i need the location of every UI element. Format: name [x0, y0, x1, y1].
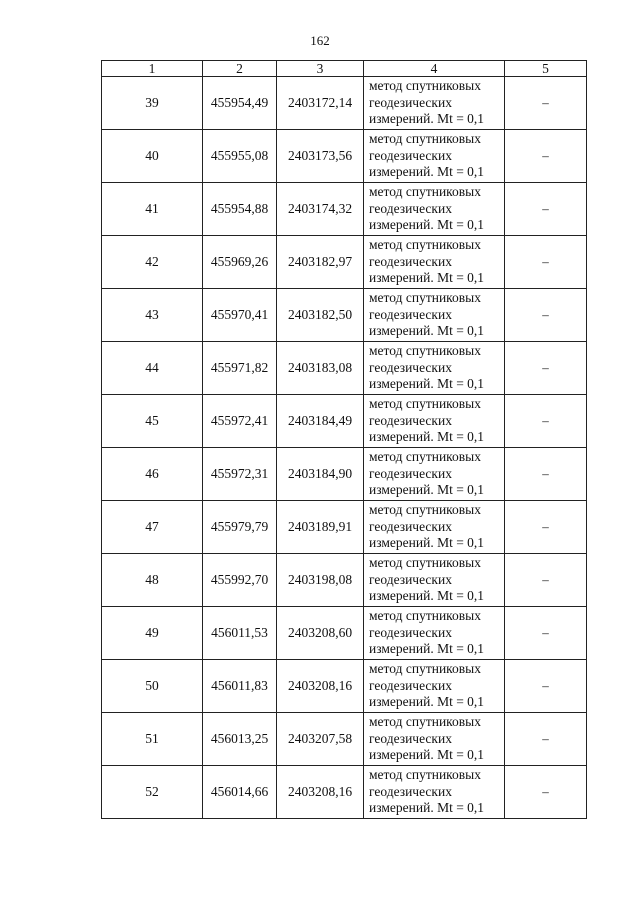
method-line: измерений. Mt = 0,1 — [369, 323, 485, 339]
point-number-cell: 51 — [102, 713, 203, 766]
method-line: геодезических — [369, 518, 452, 534]
x-coordinate-cell: 456011,83 — [203, 660, 277, 713]
table-row — [102, 236, 587, 289]
note-cell: – — [505, 713, 587, 766]
x-coordinate-cell: 455970,41 — [203, 289, 277, 342]
coordinates-table — [101, 60, 587, 819]
table-row — [102, 395, 587, 448]
method-line: метод спутниковых — [369, 396, 481, 412]
method-line: измерений. Mt = 0,1 — [369, 270, 485, 286]
method-cell — [364, 289, 505, 342]
method-cell — [364, 713, 505, 766]
point-number-cell: 49 — [102, 607, 203, 660]
note-cell: – — [505, 183, 587, 236]
y-coordinate-cell: 2403189,91 — [277, 501, 364, 554]
method-line: метод спутниковых — [369, 608, 481, 624]
x-coordinate-cell: 456011,53 — [203, 607, 277, 660]
method-line: метод спутниковых — [369, 184, 481, 200]
table-row — [102, 501, 587, 554]
x-coordinate-cell: 455979,79 — [203, 501, 277, 554]
page-number: 162 — [310, 33, 330, 48]
method-cell — [364, 501, 505, 554]
y-coordinate-cell: 2403174,32 — [277, 183, 364, 236]
method-line: метод спутниковых — [369, 131, 481, 147]
point-number-cell: 42 — [102, 236, 203, 289]
method-line: геодезических — [369, 147, 452, 163]
table-header — [102, 61, 587, 77]
header-row — [102, 61, 587, 77]
method-line: геодезических — [369, 412, 452, 428]
x-coordinate-cell: 455954,49 — [203, 77, 277, 130]
table-row — [102, 554, 587, 607]
method-cell — [364, 183, 505, 236]
method-line: геодезических — [369, 359, 452, 375]
point-number-cell: 52 — [102, 766, 203, 819]
method-line: геодезических — [369, 677, 452, 693]
note-cell: – — [505, 289, 587, 342]
method-line: геодезических — [369, 571, 452, 587]
table-row — [102, 183, 587, 236]
table-row — [102, 77, 587, 130]
method-line: метод спутниковых — [369, 502, 481, 518]
note-cell: – — [505, 766, 587, 819]
column-header-2: 2 — [203, 61, 277, 77]
method-line: геодезических — [369, 94, 452, 110]
method-line: измерений. Mt = 0,1 — [369, 535, 485, 551]
method-line: метод спутниковых — [369, 714, 481, 730]
note-cell: – — [505, 77, 587, 130]
method-line: измерений. Mt = 0,1 — [369, 376, 485, 392]
method-line: измерений. Mt = 0,1 — [369, 588, 485, 604]
x-coordinate-cell: 455992,70 — [203, 554, 277, 607]
method-cell — [364, 342, 505, 395]
note-cell: – — [505, 130, 587, 183]
column-header-3: 3 — [277, 61, 364, 77]
method-line: метод спутниковых — [369, 290, 481, 306]
method-cell — [364, 766, 505, 819]
point-number-cell: 40 — [102, 130, 203, 183]
note-cell: – — [505, 395, 587, 448]
method-line: измерений. Mt = 0,1 — [369, 482, 485, 498]
method-line: измерений. Mt = 0,1 — [369, 111, 485, 127]
method-line: геодезических — [369, 624, 452, 640]
y-coordinate-cell: 2403208,60 — [277, 607, 364, 660]
method-line: метод спутниковых — [369, 767, 481, 783]
x-coordinate-cell: 456013,25 — [203, 713, 277, 766]
method-line: измерений. Mt = 0,1 — [369, 747, 485, 763]
x-coordinate-cell: 456014,66 — [203, 766, 277, 819]
method-line: геодезических — [369, 306, 452, 322]
y-coordinate-cell: 2403183,08 — [277, 342, 364, 395]
x-coordinate-cell: 455972,41 — [203, 395, 277, 448]
method-line: измерений. Mt = 0,1 — [369, 429, 485, 445]
y-coordinate-cell: 2403184,49 — [277, 395, 364, 448]
point-number-cell: 39 — [102, 77, 203, 130]
table-row — [102, 130, 587, 183]
point-number-cell: 46 — [102, 448, 203, 501]
method-cell — [364, 130, 505, 183]
point-number-cell: 43 — [102, 289, 203, 342]
point-number-cell: 47 — [102, 501, 203, 554]
method-cell — [364, 660, 505, 713]
note-cell: – — [505, 342, 587, 395]
table-row — [102, 766, 587, 819]
method-cell — [364, 607, 505, 660]
y-coordinate-cell: 2403182,50 — [277, 289, 364, 342]
x-coordinate-cell: 455954,88 — [203, 183, 277, 236]
table-row — [102, 289, 587, 342]
note-cell: – — [505, 501, 587, 554]
note-cell: – — [505, 607, 587, 660]
point-number-cell: 41 — [102, 183, 203, 236]
method-line: измерений. Mt = 0,1 — [369, 217, 485, 233]
method-line: измерений. Mt = 0,1 — [369, 164, 485, 180]
method-line: измерений. Mt = 0,1 — [369, 800, 485, 816]
table-row — [102, 660, 587, 713]
y-coordinate-cell: 2403173,56 — [277, 130, 364, 183]
table-body — [102, 77, 587, 819]
point-number-cell: 45 — [102, 395, 203, 448]
y-coordinate-cell: 2403182,97 — [277, 236, 364, 289]
method-cell — [364, 448, 505, 501]
y-coordinate-cell: 2403208,16 — [277, 766, 364, 819]
method-line: метод спутниковых — [369, 237, 481, 253]
method-line: метод спутниковых — [369, 661, 481, 677]
column-header-4: 4 — [364, 61, 505, 77]
table-row — [102, 713, 587, 766]
column-header-5: 5 — [505, 61, 587, 77]
point-number-cell: 44 — [102, 342, 203, 395]
x-coordinate-cell: 455972,31 — [203, 448, 277, 501]
point-number-cell: 50 — [102, 660, 203, 713]
method-line: геодезических — [369, 200, 452, 216]
method-line: метод спутниковых — [369, 555, 481, 571]
table-row — [102, 448, 587, 501]
method-cell — [364, 236, 505, 289]
table-row — [102, 607, 587, 660]
point-number-cell: 48 — [102, 554, 203, 607]
y-coordinate-cell: 2403198,08 — [277, 554, 364, 607]
method-line: измерений. Mt = 0,1 — [369, 641, 485, 657]
x-coordinate-cell: 455971,82 — [203, 342, 277, 395]
method-cell — [364, 77, 505, 130]
note-cell: – — [505, 660, 587, 713]
method-cell — [364, 554, 505, 607]
method-line: геодезических — [369, 253, 452, 269]
method-line: геодезических — [369, 465, 452, 481]
method-line: метод спутниковых — [369, 343, 481, 359]
note-cell: – — [505, 236, 587, 289]
method-line: метод спутниковых — [369, 78, 481, 94]
y-coordinate-cell: 2403184,90 — [277, 448, 364, 501]
y-coordinate-cell: 2403208,16 — [277, 660, 364, 713]
method-line: измерений. Mt = 0,1 — [369, 694, 485, 710]
table-row — [102, 342, 587, 395]
column-header-1: 1 — [102, 61, 203, 77]
note-cell: – — [505, 554, 587, 607]
method-line: геодезических — [369, 730, 452, 746]
y-coordinate-cell: 2403207,58 — [277, 713, 364, 766]
y-coordinate-cell: 2403172,14 — [277, 77, 364, 130]
x-coordinate-cell: 455955,08 — [203, 130, 277, 183]
method-line: метод спутниковых — [369, 449, 481, 465]
method-cell — [364, 395, 505, 448]
note-cell: – — [505, 448, 587, 501]
method-line: геодезических — [369, 783, 452, 799]
x-coordinate-cell: 455969,26 — [203, 236, 277, 289]
